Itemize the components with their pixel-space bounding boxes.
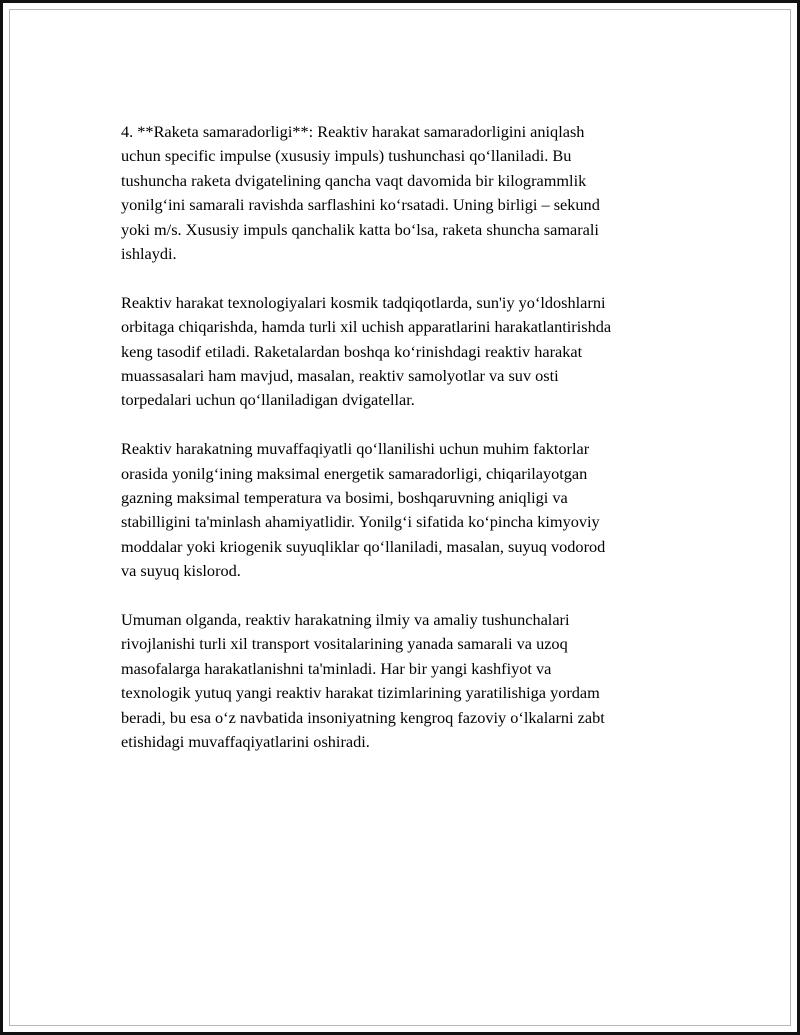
paragraph-conclusion: Umuman olganda, reaktiv harakatning ilmiy va amaliy tushunchalari rivojlanishi turli xil transport vositalarining yanada samarali va uzoq masofalarga harakatlanishni ta'minladi. Har bir yangi kashfiyot va texnologik yutuq yangi reaktiv harakat tizimlarining yaratilishiga yordam beradi, bu esa o‘z navbatida insoniyatning kengroq fazoviy o‘lkalarni zabt etishidagi muvaffaqiyatlarini oshiradi.: [121, 610, 605, 752]
paragraph-reactive-technologies: Reaktiv harakat texnologiyalari kosmik tadqiqotlarda, sun'iy yo‘ldoshlarni orbitaga chiqarishda, hamda turli xil uchish apparatlarini harakatlantirishda keng tasodif etiladi. Raketalardan boshqa ko‘rinishdagi reaktiv harakat muassasalari ham mavjud, masalan, reaktiv samolyotlar va suv osti torpedalari uchun qo‘llaniladigan dvigatellar.: [121, 292, 612, 410]
paragraph-rocket-efficiency: 4. **Raketa samaradorligi**: Reaktiv harakat samaradorligini aniqlash uchun specific impulse (xususiy impuls) tushunchasi qo‘llaniladi. Bu tushuncha raketa dvigatelining qancha vaqt davomida bir kilogrammlik yonilg‘ini samarali ravishda sarflashini ko‘rsatadi. Uning birligi – sekund yoki m/s. Xususiy impuls qanchalik katta bo‘lsa, raketa shuncha samarali ishlaydi.: [121, 122, 600, 264]
paragraph-success-factors: Reaktiv harakatning muvaffaqiyatli qo‘llanilishi uchun muhim faktorlar orasida yonilg‘ining maksimal energetik samaradorligi, chiqarilayotgan gazning maksimal temperatura va bosimi, boshqaruvning aniqligi va stabilligini ta'minlash ahamiyatlidir. Yonilg‘i sifatida ko‘pincha kimyoviy moddalar yoki kriogenik suyuqliklar qo‘llaniladi, masalan, suyuq vodorod va suyuq kislorod.: [121, 439, 606, 581]
document-body: [121, 120, 691, 779]
